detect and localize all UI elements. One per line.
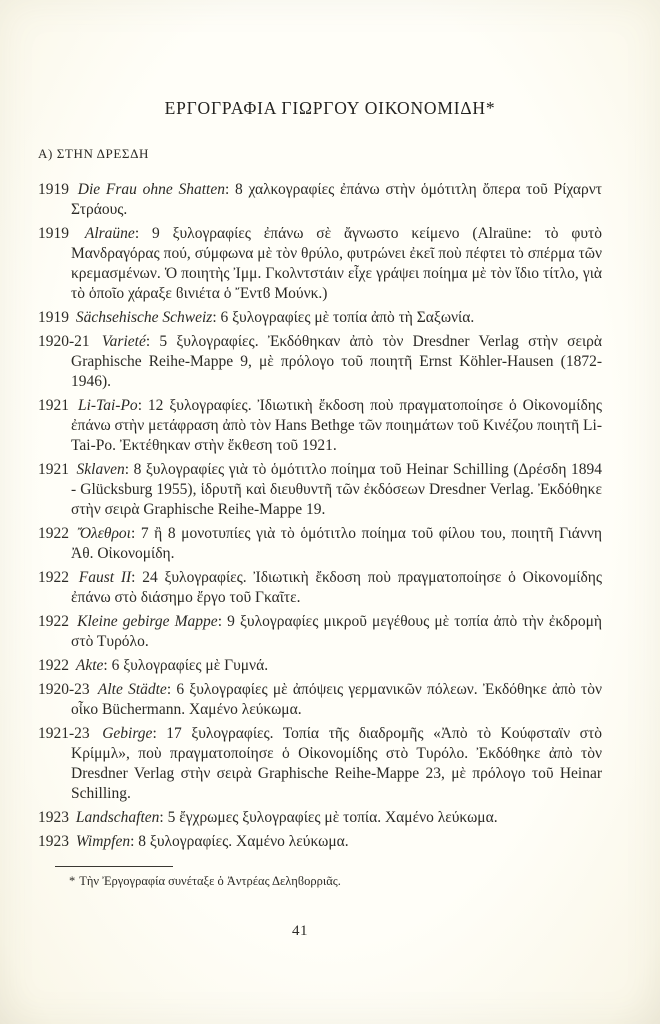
entry-work-title: Ὄλεθροι	[77, 525, 131, 542]
entry-year: 1920-21	[38, 333, 90, 350]
entry-work-title: Sklaven	[76, 461, 125, 478]
bibliography-entry	[38, 224, 602, 304]
bibliography-entry	[38, 332, 602, 392]
entry-work-title: Akte	[75, 657, 104, 674]
entry-description: : 6 ξυλογραφίες μὲ τοπία ἀπὸ τὴ Σαξωνία.	[212, 309, 475, 326]
footnote-divider	[55, 866, 173, 867]
entry-work-title: Alraüne	[84, 225, 135, 242]
entry-description: : 8 χαλκογραφίες ἐπάνω στὴν ὁμότιτλη ὄπερα τοῦ Ρίχαρντ Στράους.	[71, 181, 602, 218]
entry-year: 1922	[38, 525, 69, 542]
entry-description: : 6 ξυλογραφίες μὲ Γυμνά.	[103, 657, 269, 674]
entry-work-title: Varieté	[101, 333, 146, 350]
footnote-marker: *	[69, 874, 76, 888]
bibliography-entry	[38, 612, 602, 652]
entry-work-title: Wimpfen	[75, 833, 131, 850]
footnote-text: Τὴν Ἐργογραφία συνέταξε ὁ Ἀντρέας Δεληϐορριᾶς.	[79, 874, 341, 888]
entry-year: 1921-23	[38, 725, 90, 742]
entry-year: 1921	[38, 461, 69, 478]
page-title: ΕΡΓΟΓΡΑΦΙΑ ΓΙΩΡΓΟΥ ΟΙΚΟΝΟΜΙΔΗ*	[164, 98, 496, 118]
page-number: 41	[292, 923, 308, 939]
entry-work-title: Kleine gebirge Mappe	[77, 613, 218, 630]
footnote	[55, 873, 595, 890]
section-heading: Α) ΣΤΗΝ ΔΡΕΣΔΗ	[38, 146, 150, 161]
entry-description: : 5 ἔγχρωμες ξυλογραφίες μὲ τοπία. Χαμένο λεύκωμα.	[159, 809, 498, 826]
entry-description: : 9 ξυλογραφίες μικροῦ μεγέθους μὲ τοπία ἀπὸ τὴν ἐκδρομὴ στὸ Τυρόλο.	[71, 613, 603, 650]
entry-description: : 12 ξυλογραφίες. Ἰδιωτικὴ ἔκδοση ποὺ πραγματοποίησε ὁ Οἰκονομίδης ἐπάνω στὴν μετάφραση ἀπὸ τὸν Hans Bethge τῶν ποιημάτων τοῦ Κινέζου ποιητῆ Li-Tai-Po. Ἐκτέθηκαν στὴν ἔκθεση τοῦ 1921.	[71, 397, 602, 454]
entry-description: : 24 ξυλογραφίες. Ἰδιωτικὴ ἔκδοση ποὺ πραγματοποίησε ὁ Οἰκονομίδης ἐπάνω στὸ διάσημο ἔργο τοῦ Γκαῖτε.	[71, 569, 602, 606]
bibliography-entry	[38, 396, 602, 456]
entry-year: 1919	[38, 181, 69, 198]
bibliography-entry	[38, 832, 602, 852]
entry-year: 1921	[38, 397, 69, 414]
entry-description: : 8 ξυλογραφίες. Χαμένο λεύκωμα.	[130, 833, 349, 850]
entry-description: : 7 ἢ 8 μονοτυπίες γιὰ τὸ ὁμότιτλο ποίημα τοῦ φίλου του, ποιητῆ Γιάννη Ἀθ. Οἰκονομίδη.	[71, 525, 603, 562]
entry-year: 1919	[38, 309, 69, 326]
entry-description: : 6 ξυλογραφίες μὲ ἀπόψεις γερμανικῶν πόλεων. Ἐκδόθηκε ἀπὸ τὸν οἶκο Büchermann. Χαμένο λεύκωμα.	[71, 681, 602, 718]
bibliography-entry	[38, 524, 602, 564]
bibliography-entry	[38, 308, 602, 328]
entry-year: 1922	[38, 613, 69, 630]
entry-year: 1923	[38, 833, 69, 850]
bibliography-entry	[38, 460, 602, 520]
entry-work-title: Sächsehische Schweiz	[75, 309, 213, 326]
entry-year: 1923	[38, 809, 69, 826]
entry-description: : 17 ξυλογραφίες. Τοπία τῆς διαδρομῆς «Ἀπὸ τὸ Κούφσταϊν στὸ Κρίμμλ», ποὺ πραγματοποίησε ὁ Οἰκονομίδης στὸ Τυρόλο. Ἐκδόθηκε ἀπὸ τὸν Dresdner Verlag στὴν σειρὰ Graphische Reihe-Mappe 23, μὲ πρόλογο τοῦ Heinar Schilling.	[71, 725, 602, 802]
bibliography-entry	[38, 568, 602, 608]
entry-work-title: Alte Städte	[97, 681, 167, 698]
entry-year: 1919	[38, 225, 69, 242]
entry-work-title: Landschaften	[75, 809, 160, 826]
entry-year: 1922	[38, 657, 69, 674]
bibliography-entry	[38, 656, 602, 676]
bibliography-entry	[38, 180, 602, 220]
entry-year: 1920-23	[38, 681, 90, 698]
bibliography-entry	[38, 724, 602, 804]
entry-description: : 8 ξυλογραφίες γιὰ τὸ ὁμότιτλο ποίημα τοῦ Heinar Schilling (Δρέσδη 1894 - Glücksburg 1955), ἱδρυτῆ καὶ διευθυντῆ τῶν ἐκδόσεων Dresdner Verlag. Ἐκδόθηκε στὴν σειρὰ Graphische Reihe-Mappe 19.	[71, 461, 602, 518]
entry-work-title: Die Frau ohne Shatten	[77, 181, 225, 198]
entry-year: 1922	[38, 569, 69, 586]
bibliography-entries-list	[38, 180, 602, 856]
entry-work-title: Li-Tai-Po	[77, 397, 138, 414]
entry-work-title: Gebirge	[102, 725, 153, 742]
bibliography-entry	[38, 680, 602, 720]
entry-description: : 9 ξυλογραφίες ἐπάνω σὲ ἄγνωστο κείμενο (Alraüne: τὸ φυτὸ Μανδραγόρας πού, σύμφωνα μὲ τὸν θρύλο, φυτρώνει ἐκεῖ ποὺ πέφτει τὸ σπέρμα τῶν κρεμασμένων. Ὁ ποιητὴς Ἰμμ. Γκολντστάιν εἶχε γράψει ποίημα μὲ τὸν ἴδιο τίτλο, γιὰ τὸ ὁποῖο χάραξε ϐινιέτα ὁ Ἔντϐ Μούνκ.)	[71, 225, 603, 302]
entry-description: : 5 ξυλογραφίες. Ἐκδόθηκαν ἀπὸ τὸν Dresdner Verlag στὴν σειρὰ Graphische Reihe-Mappe 9, μὲ πρόλογο τοῦ ποιητῆ Ernst Köhler-Hausen (1872-1946).	[71, 333, 602, 390]
bibliography-entry	[38, 808, 602, 828]
entry-work-title: Faust II	[78, 569, 132, 586]
